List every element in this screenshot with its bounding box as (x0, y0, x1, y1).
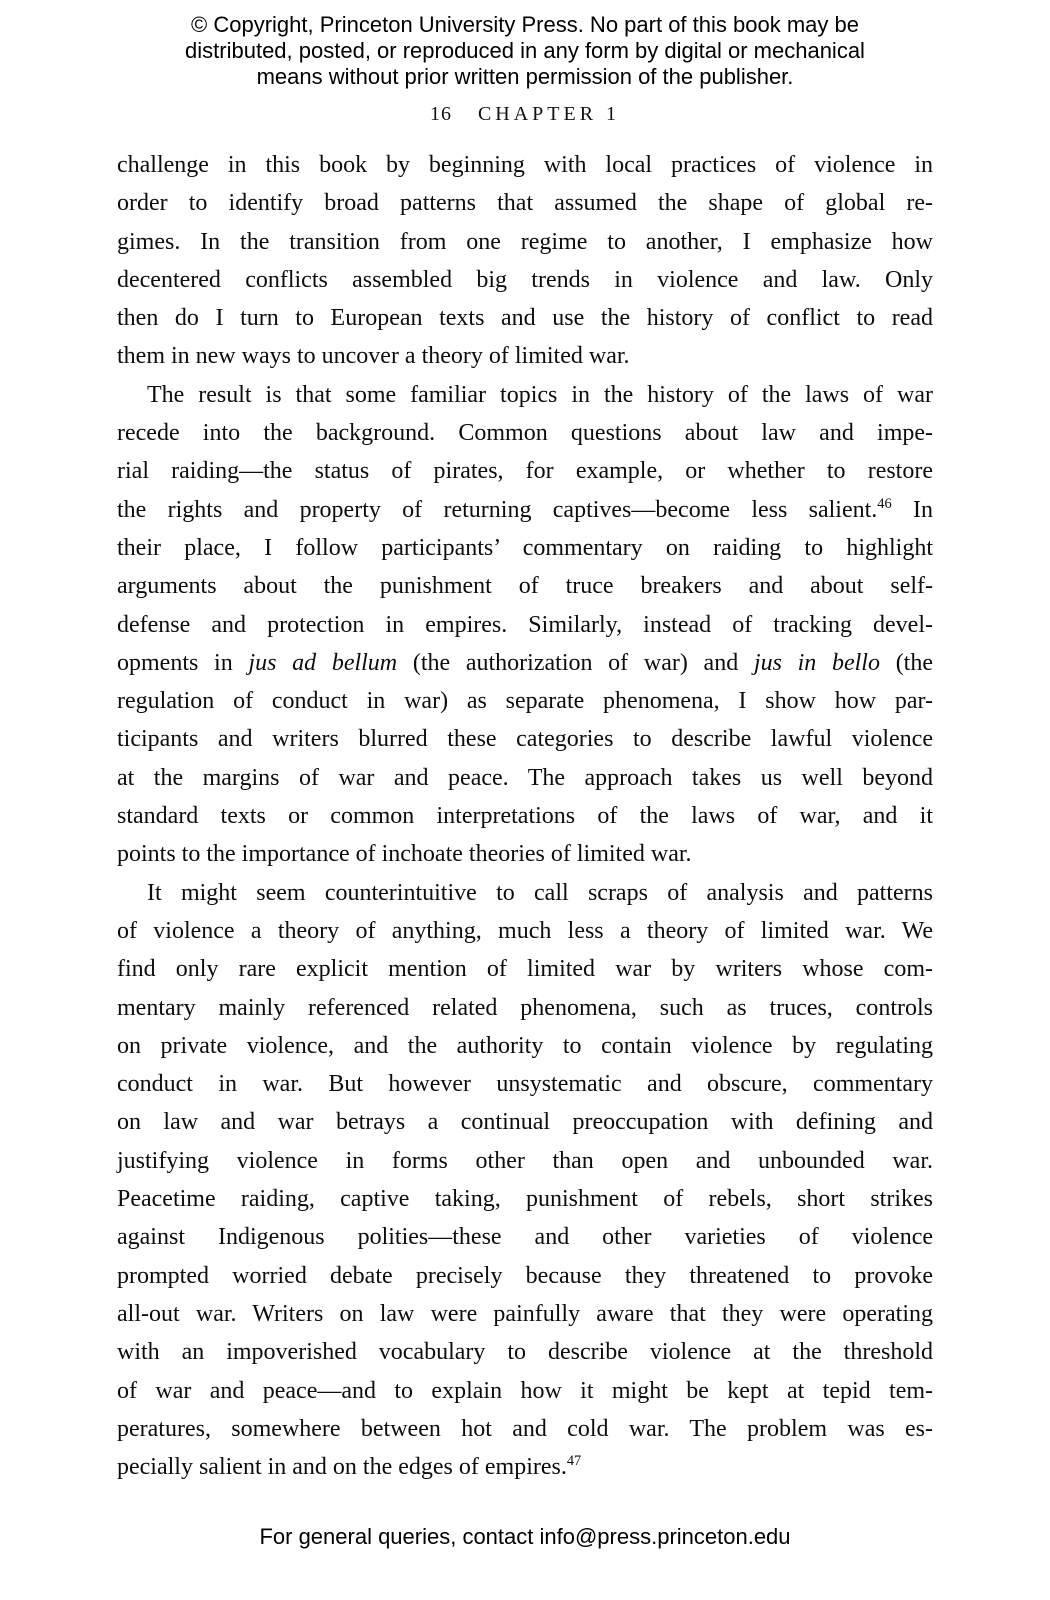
body-line: defense and protection in empires. Similarly, instead of tracking devel- (117, 611, 933, 638)
body-line: prompted worried debate precisely because they threatened to provoke (117, 1262, 933, 1289)
body-line: peratures, somewhere between hot and cold war. The problem was es- (117, 1415, 933, 1442)
body-line: ticipants and writers blurred these categories to describe lawful violence (117, 726, 933, 753)
copyright-line: © Copyright, Princeton University Press. No part of this book may be (191, 12, 859, 37)
body-line: them in new ways to uncover a theory of limited war. (117, 343, 630, 370)
running-head (0, 103, 1050, 126)
copyright-line: distributed, posted, or reproduced in any form by digital or mechanical (185, 38, 865, 63)
body-line: opments in jus ad bellum (the authorization of war) and jus in bello (the (117, 649, 933, 676)
body-line: arguments about the punishment of truce breakers and about self- (117, 573, 933, 600)
footnote-reference: 46 (877, 495, 892, 512)
body-line: with an impoverished vocabulary to describe violence at the threshold (117, 1339, 933, 1366)
body-line: gimes. In the transition from one regime to another, I emphasize how (117, 228, 933, 255)
paragraph (117, 874, 933, 1487)
body-line: rial raiding—the status of pirates, for example, or whether to restore (117, 458, 933, 485)
copyright-line: means without prior written permission of the publisher. (256, 64, 794, 89)
page-number: 16 (429, 103, 452, 125)
body-text (117, 146, 933, 1486)
body-line: on law and war betrays a continual preoccupation with defining and (117, 1109, 933, 1136)
body-line: the rights and property of returning captives—become less salient.$^{46}$ In (117, 495, 933, 523)
body-line: of war and peace—and to explain how it might be kept at tepid tem- (117, 1377, 933, 1404)
body-line: recede into the background. Common questions about law and impe- (117, 420, 933, 447)
body-line: standard texts or common interpretations of the laws of war, and it (117, 803, 933, 830)
body-line: challenge in this book by beginning with local practices of violence in (117, 152, 933, 178)
body-line: conduct in war. But however unsystematic and obscure, commentary (117, 1071, 933, 1098)
body-line: The result is that some familiar topics in the history of the laws of war (147, 381, 933, 408)
body-line: justifying violence in forms other than open and unbounded war. (117, 1147, 933, 1174)
body-line: find only rare explicit mention of limited war by writers whose com- (117, 956, 933, 983)
body-line: at the margins of war and peace. The approach takes us well beyond (117, 764, 933, 791)
body-line: their place, I follow participants’ commentary on raiding to highlight (117, 534, 933, 561)
body-line: regulation of conduct in war) as separate phenomena, I show how par- (117, 688, 933, 715)
footer-queries-line: For general queries, contact info@press.princeton.edu (259, 1524, 791, 1549)
body-line: decentered conflicts assembled big trends in violence and law. Only (117, 266, 933, 293)
body-line: of violence a theory of anything, much less a theory of limited war. We (117, 917, 933, 944)
body-line: order to identify broad patterns that assumed the shape of global re- (117, 190, 933, 217)
body-line: It might seem counterintuitive to call scraps of analysis and patterns (147, 879, 933, 906)
paragraph (117, 146, 933, 376)
body-line: mentary mainly referenced related phenomena, such as truces, controls (117, 994, 933, 1021)
copyright-notice (0, 0, 1050, 90)
body-line: Peacetime raiding, captive taking, punishment of rebels, short strikes (117, 1186, 933, 1213)
paragraph (117, 376, 933, 874)
body-line: on private violence, and the authority to contain violence by regulating (117, 1032, 933, 1059)
body-line: then do I turn to European texts and use the history of conflict to read (117, 305, 933, 332)
body-line: all-out war. Writers on law were painfully aware that they were operating (117, 1300, 933, 1327)
body-line: pecially salient in and on the edges of empires.$^{47}$ (117, 1453, 582, 1481)
footnote-reference: 47 (566, 1453, 582, 1470)
body-line: points to the importance of inchoate theories of limited war. (117, 841, 692, 868)
chapter-label: CHAPTER 1 (477, 103, 621, 125)
body-line: against Indigenous polities—these and other varieties of violence (117, 1224, 933, 1251)
